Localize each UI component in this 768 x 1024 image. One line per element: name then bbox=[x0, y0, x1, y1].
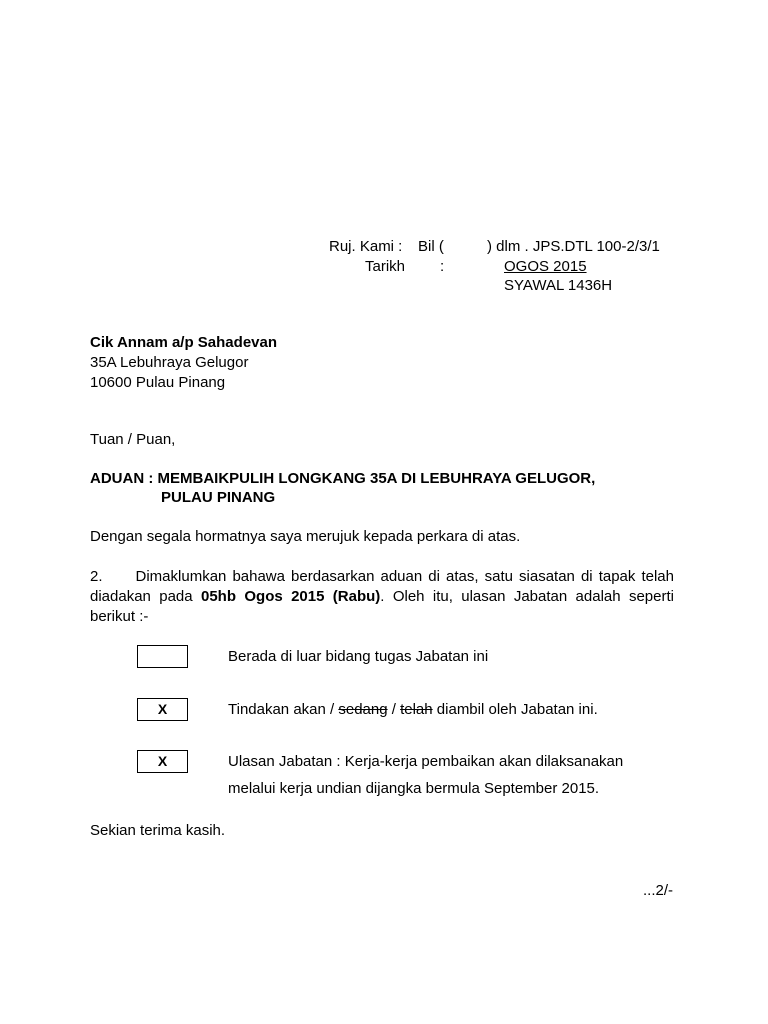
bil-open: Bil ( bbox=[418, 238, 444, 255]
subject-line1: ADUAN : MEMBAIKPULIH LONGKANG 35A DI LEBUHRAYA GELUGOR, bbox=[90, 470, 596, 487]
struck-sedang: sedang bbox=[338, 701, 388, 718]
paragraph-2 bbox=[90, 567, 674, 627]
tarikh-colon: : bbox=[440, 258, 445, 275]
page-continuation: ...2/- bbox=[643, 882, 674, 899]
subject-line2: PULAU PINANG bbox=[161, 489, 276, 506]
option-action-text: Tindakan akan / sedang / telah diambil oleh Jabatan ini. bbox=[228, 701, 598, 718]
date-hijri: SYAWAL 1436H bbox=[504, 277, 613, 294]
checkbox-outside-scope bbox=[137, 645, 188, 668]
department-comment-line2: melalui kerja undian dijangka bermula September 2015. bbox=[228, 780, 600, 797]
department-comment-line1: Ulasan Jabatan : Kerja-kerja pembaikan akan dilaksanakan bbox=[228, 753, 624, 770]
reference-number: ) dlm . JPS.DTL 100-2/3/1 bbox=[487, 238, 660, 255]
ruj-label: Ruj. Kami : bbox=[329, 238, 403, 255]
checkbox-action-taken bbox=[137, 698, 188, 721]
paragraph-2-text-after: . Oleh itu, ulasan Jabatan adalah seperti berikut :- bbox=[90, 588, 674, 625]
tarikh-label: Tarikh bbox=[365, 258, 406, 275]
salutation: Tuan / Puan, bbox=[90, 431, 176, 448]
paragraph-2-text-before: Dimaklumkan bahawa berdasarkan aduan di atas, satu siasatan di tapak telah diadakan pada bbox=[90, 568, 674, 605]
checkbox-mark: X bbox=[157, 753, 168, 769]
recipient-address-line2: 10600 Pulau Pinang bbox=[90, 374, 226, 391]
paragraph-number: 2. bbox=[90, 568, 103, 585]
recipient-address-line1: 35A Lebuhraya Gelugor bbox=[90, 354, 249, 371]
option-outside-scope-text: Berada di luar bidang tugas Jabatan ini bbox=[228, 648, 489, 665]
checkbox-department-comment bbox=[137, 750, 188, 773]
closing: Sekian terima kasih. bbox=[90, 822, 226, 839]
struck-telah: telah bbox=[400, 701, 433, 718]
date-gregorian: OGOS 2015 bbox=[504, 258, 587, 275]
intro-paragraph: Dengan segala hormatnya saya merujuk kepada perkara di atas. bbox=[90, 528, 521, 545]
checkbox-mark: X bbox=[157, 701, 168, 717]
recipient-name: Cik Annam a/p Sahadevan bbox=[90, 334, 278, 351]
inspection-date: 05hb Ogos 2015 (Rabu) bbox=[201, 588, 381, 605]
